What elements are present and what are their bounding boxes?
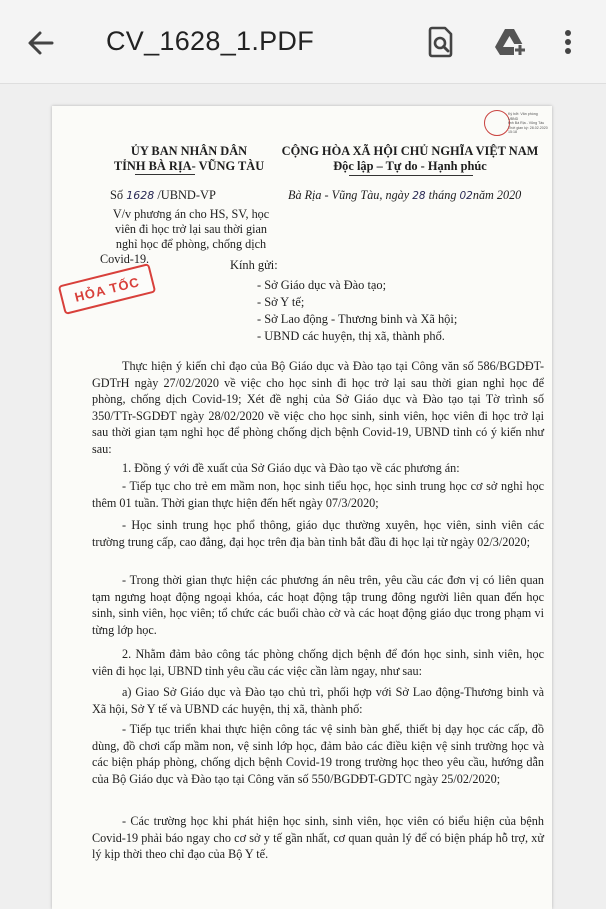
body-paragraph: a) Giao Sở Giáo dục và Đào tạo chủ trì, phối hợp với Sở Lao động-Thương binh và Xã hội, Sở Y tế và UBND các huyện, thị xã, thành phố: xyxy=(92,685,544,716)
file-title: CV_1628_1.PDF xyxy=(106,26,315,56)
recipient-item: - UBND các huyện, thị xã, thành phố. xyxy=(257,329,445,343)
recipient-list xyxy=(257,277,457,345)
issue-date: Bà Rịa - Vũng Tàu, ngày 28 tháng 02năm 2020 xyxy=(288,188,522,202)
header-underline-left xyxy=(135,174,195,175)
digital-signature-seal xyxy=(484,110,510,136)
body-paragraph: - Trong thời gian thực hiện các phương án nêu trên, yêu cầu các đơn vị có liên quan tạm ngưng hoạt động ngoại khóa, các hoạt động tập trung đông người liên quan đến học sinh, sinh viên, học viên; tổ chức các buổi chào cờ và các hoạt động giáo dục trong phạm vi từng lớp học. xyxy=(92,573,544,637)
province-name: TỈNH BÀ RỊA- VŨNG TÀU xyxy=(113,159,265,173)
urgent-stamp: HỎA TỐC xyxy=(58,263,156,315)
header-underline-right xyxy=(349,175,473,176)
pdf-page xyxy=(52,106,552,909)
body-paragraph: 2. Nhằm đảm bảo công tác phòng chống dịch bệnh để đón học sinh, sinh viên, học viên đi học lại, UBND tỉnh yêu cầu các việc cần làm ngay, như sau: xyxy=(92,647,544,678)
agency-name: ỦY BAN NHÂN DÂN xyxy=(130,144,248,158)
body-paragraph: Thực hiện ý kiến chỉ đạo của Bộ Giáo dục và Đào tạo tại Công văn số 586/BGDĐT-GDTrH ngày 27/02/2020 về việc cho học sinh đi học trở lại sau thời gian nghỉ học để phòng, chống dịch Covid-19; Xét đề nghị của Sở Giáo dục và Đào tạo tại Tờ trình số 350/TTr-SGDĐT ngày 28/02/2020 về việc cho học sinh, sinh viên, học viên đi học trở lại sau thời gian tạm nghỉ học để phòng chống dịch bệnh Covid-19, UBND tỉnh có ý kiến như sau: xyxy=(92,359,544,456)
body-paragraph: - Tiếp tục cho trẻ em mầm non, học sinh tiểu học, học sinh trung học cơ sở nghỉ học thêm 01 tuần. Thời gian thực hiện đến hết ngày 07/3/2020; xyxy=(92,479,544,510)
digital-signature-text: Ký bởi: Văn phòng UBND tỉnh Bà Rịa - Vũng Tàu Thời gian ký: 28.02.2020 15:18 xyxy=(508,112,548,135)
recipient-item: - Sở Giáo dục và Đào tạo; xyxy=(257,278,387,292)
app-bar xyxy=(0,0,606,84)
recipient-item: - Sở Y tế; xyxy=(257,295,305,309)
more-options-icon[interactable] xyxy=(556,24,580,60)
national-motto: Độc lập – Tự do - Hạnh phúc xyxy=(333,159,487,173)
country-name: CỘNG HÒA XÃ HỘI CHỦ NGHĨA VIỆT NAM xyxy=(281,144,539,158)
back-arrow-icon[interactable] xyxy=(22,25,58,61)
body-paragraph: 1. Đồng ý với đề xuất của Sở Giáo dục và Đào tạo về các phương án: xyxy=(122,461,460,475)
document-number: Số 1628 /UBND-VP xyxy=(110,188,216,202)
body-paragraph: - Các trường học khi phát hiện học sinh, sinh viên, học viên có biểu hiện của bệnh Covid-19 phải báo ngay cho cơ sở y tế gần nhất, cơ quan quản lý để có biện pháp hỗ trợ, xử lý kịp thời theo chỉ đạo của Bộ Y tế. xyxy=(92,814,544,862)
greeting: Kính gửi: xyxy=(230,258,278,272)
subject-line: V/v phương án cho HS, SV, học viên đi học trở lại sau thời gian nghỉ học để phòng, chống dịch Covid-19. xyxy=(100,207,270,266)
body-paragraph: - Tiếp tục triển khai thực hiện công tác vệ sinh bàn ghế, thiết bị dạy học các cấp, đồ dùng, đồ chơi cấp mầm non, vệ sinh lớp học, đảm bảo các điều kiện vệ sinh trường học và các biện pháp phòng, chống dịch bệnh Covid-19 trong trường học theo yêu cầu, hướng dẫn của Bộ Giáo dục và Đào tạo tại Công văn số 550/BGDĐT-GDTC ngày 25/02/2020; xyxy=(92,722,544,786)
search-document-icon[interactable] xyxy=(423,24,459,60)
add-to-drive-icon[interactable] xyxy=(492,24,528,60)
pdf-viewer[interactable] xyxy=(0,84,606,909)
body-paragraph: - Học sinh trung học phổ thông, giáo dục thường xuyên, học viên, sinh viên các trường trung cấp, cao đẳng, đại học trên địa bàn tỉnh bắt đầu đi học lại từ ngày 02/3/2020; xyxy=(92,518,544,549)
recipient-item: - Sở Lao động - Thương binh và Xã hội; xyxy=(257,312,458,326)
